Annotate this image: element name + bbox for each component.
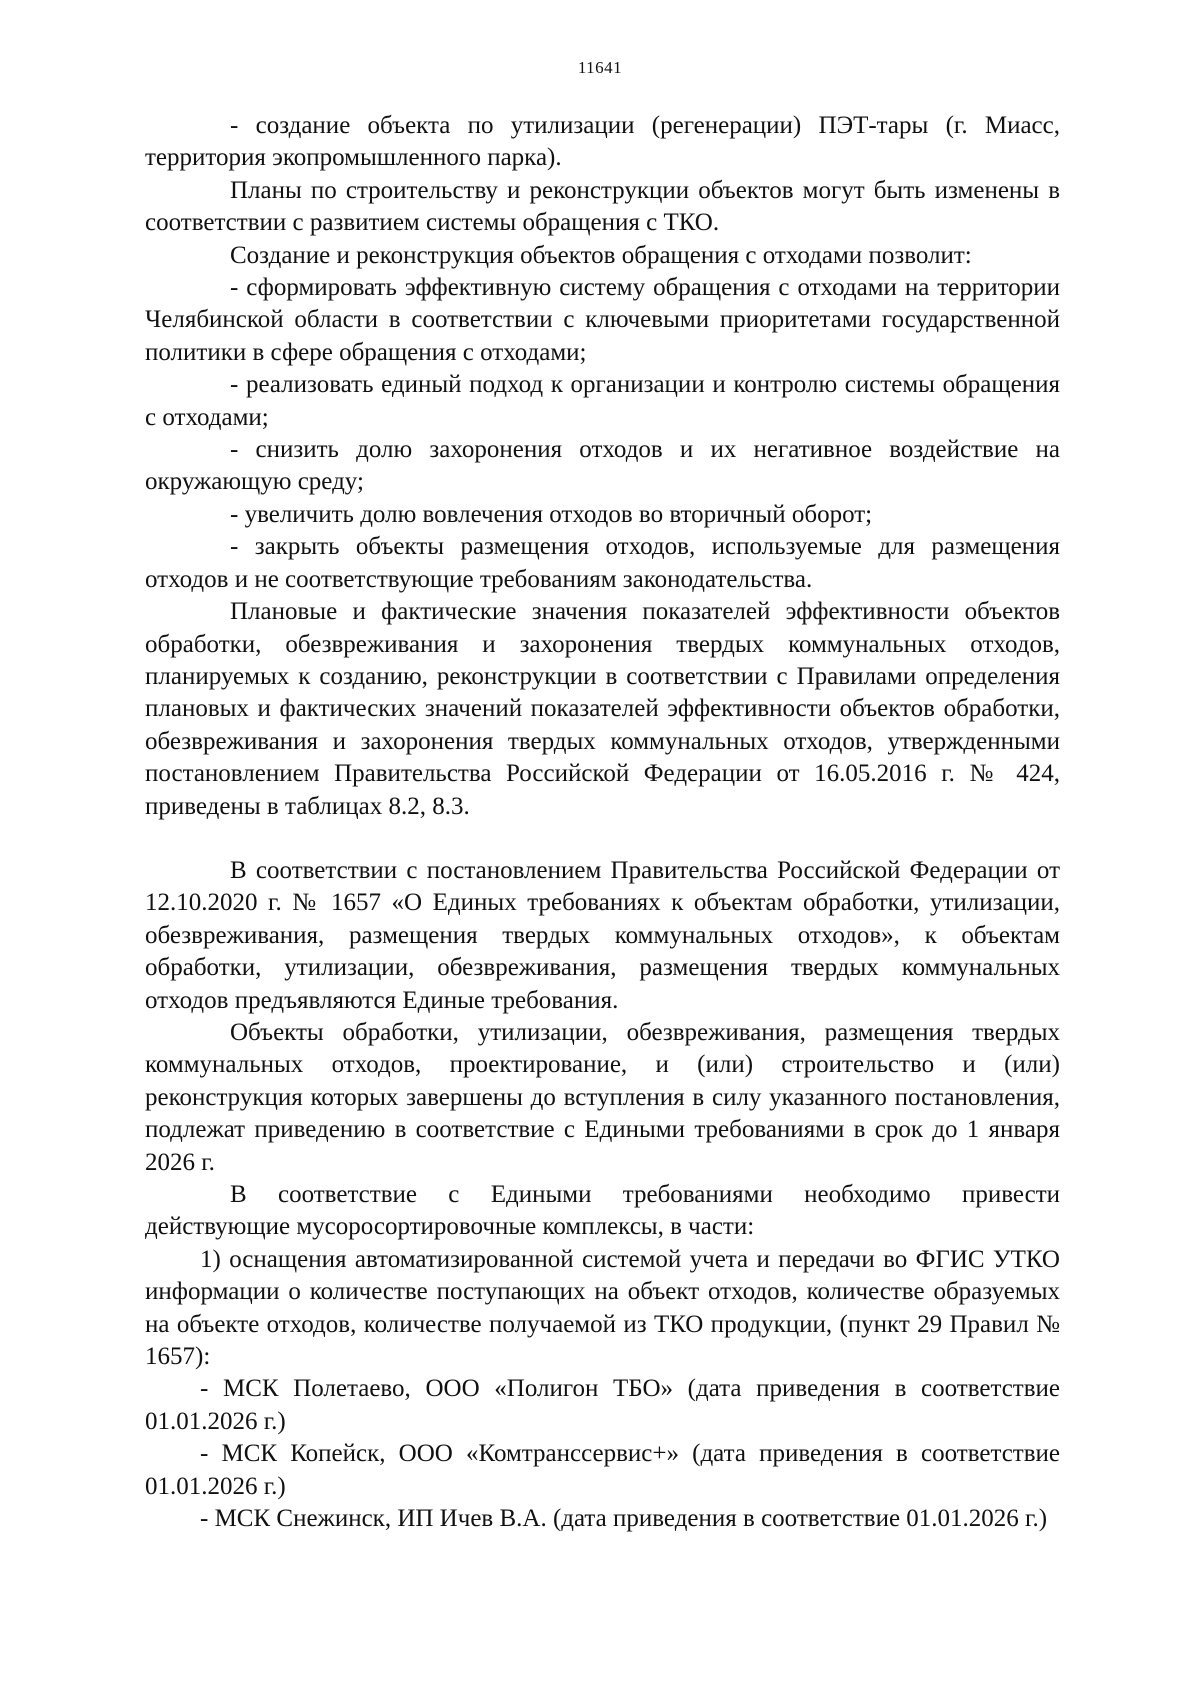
list-item: - снизить долю захоронения отходов и их негативное воздействие на окружающую среду;: [145, 436, 1060, 496]
list-item: - МСК Полетаево, ООО «Полигон ТБО» (дата приведения в соответствие 01.01.2026 г.): [145, 1375, 1060, 1435]
document-body: [145, 110, 1060, 1535]
paragraph: В соответствии с постановлением Правительства Российской Федерации от 12.10.2020 г. № 1657 «О Единых требованиях к объектам обработки, утилизации, обезвреживания, размещения твердых коммунальных отходов», к объектам обработки, утилизации, обезвреживания, размещения твердых коммунальных отходов предъявляются Единые требования.: [145, 856, 1060, 1014]
paragraph: Планы по строительству и реконструкции объектов могут быть изменены в соответствии с развитием системы обращения с ТКО.: [145, 176, 1060, 237]
paragraph: - создание объекта по утилизации (регенерации) ПЭТ-тары (г. Миасс, территория экопромышленного парка).: [145, 112, 1060, 172]
page-number: 11641: [577, 58, 623, 77]
list-item: - МСК Копейск, ООО «Комтранссервис+» (дата приведения в соответствие 01.01.2026 г.): [145, 1440, 1060, 1500]
paragraph: Создание и реконструкция объектов обращения с отходами позволит:: [230, 241, 972, 269]
paragraph: Объекты обработки, утилизации, обезвреживания, размещения твердых коммунальных отходов, проектирование, и (или) строительство и (или) реконструкция которых завершены до вступления в силу указанного постановления, подлежат приведению в соответствие с Едиными требованиями в срок до 1 января 2026 г.: [145, 1018, 1060, 1176]
list-item: - реализовать единый подход к организации и контролю системы обращения с отходами;: [145, 371, 1060, 431]
list-item: 1) оснащения автоматизированной системой учета и передачи во ФГИС УТКО информации о количестве поступающих на объект отходов, количестве образуемых на объекте отходов, количестве получаемой из ТКО продукции, (пункт 29 Правил № 1657):: [145, 1245, 1060, 1371]
list-item: - закрыть объекты размещения отходов, используемые для размещения отходов и не соответствующие требованиям законодательства.: [145, 533, 1060, 593]
list-item: - увеличить долю вовлечения отходов во вторичный оборот;: [230, 500, 873, 528]
list-item: - МСК Снежинск, ИП Ичев В.А. (дата приведения в соответствие 01.01.2026 г.): [200, 1505, 1048, 1533]
paragraph: Плановые и фактические значения показателей эффективности объектов обработки, обезвреживания и захоронения твердых коммунальных отходов, планируемых к созданию, реконструкции в соответствии с Правилами определения плановых и фактических значений показателей эффективности объектов обработки, обезвреживания и захоронения твердых коммунальных отходов, утвержденными постановлением Правительства Российской Федерации от 16.05.2016 г. № 424, приведены в таблицах 8.2, 8.3.: [145, 598, 1060, 820]
list-item: - сформировать эффективную систему обращения с отходами на территории Челябинской области в соответствии с ключевыми приоритетами государственной политики в сфере обращения с отходами;: [145, 274, 1060, 366]
paragraph: В соответствие с Едиными требованиями необходимо привести действующие мусоросортировочные комплексы, в части:: [145, 1181, 1060, 1241]
